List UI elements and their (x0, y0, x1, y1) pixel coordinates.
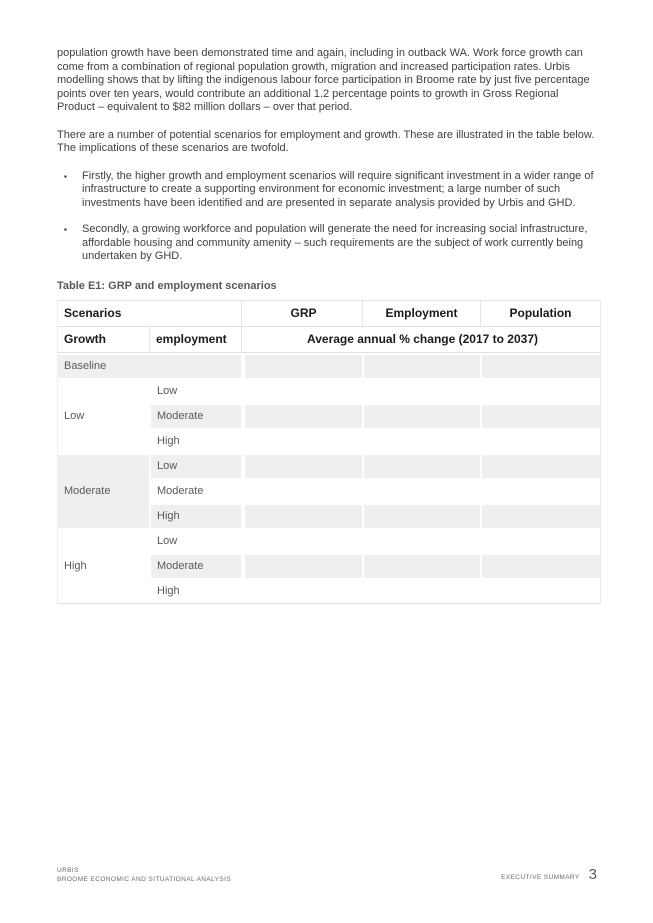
employment-value-cell (362, 378, 480, 403)
grp-value-cell (245, 553, 362, 578)
square-bullet-icon: ▪ (64, 225, 67, 234)
grp-value-cell (245, 378, 362, 403)
growth-group-cell: Low (58, 378, 149, 453)
population-value-cell (480, 503, 600, 528)
page-footer (57, 866, 597, 884)
employment-level-cell: Moderate (149, 403, 241, 428)
table-row-low-low (58, 378, 600, 403)
employment-level-cell: Low (149, 378, 241, 403)
sub-header-avg-change: Average annual % change (2017 to 2037) (245, 327, 600, 353)
col-header-employment: Employment (362, 301, 480, 327)
population-value-cell (480, 578, 600, 603)
footer-section-label: EXECUTIVE SUMMARY (501, 874, 580, 881)
grp-value-cell (245, 478, 362, 503)
table-row-baseline (58, 353, 600, 378)
footer-report-title: BROOME ECONOMIC AND SITUATIONAL ANALYSIS (57, 876, 232, 883)
population-value-cell (480, 403, 600, 428)
population-value-cell (480, 378, 600, 403)
population-value-cell (480, 453, 600, 478)
employment-level-cell: Low (149, 453, 241, 478)
grp-value-cell (245, 403, 362, 428)
employment-level-cell: High (149, 503, 241, 528)
table-caption: Table E1: GRP and employment scenarios (57, 279, 277, 292)
employment-level-cell: Low (149, 528, 241, 553)
scenarios-table (57, 300, 601, 604)
bullet-item-firstly (57, 170, 597, 211)
col-header-scenarios: Scenarios (58, 301, 241, 327)
employment-value-cell (362, 453, 480, 478)
employment-value-cell (362, 478, 480, 503)
employment-value-cell (362, 553, 480, 578)
footer-brand: URBIS (57, 867, 79, 874)
growth-group-cell: High (58, 528, 149, 603)
employment-value-cell (362, 403, 480, 428)
grp-value-cell (245, 453, 362, 478)
population-value-cell (480, 353, 600, 378)
employment-value-cell (362, 578, 480, 603)
bullet-text: Firstly, the higher growth and employment scenarios will require significant investment in a wider range of infrastructure to create a supporting environment for economic investment; a large number of such investments have been identified and are presented in separate analysis provided by Urbis and GHD. (82, 169, 594, 209)
table-header-row-2 (58, 327, 600, 353)
table-row-high-low (58, 528, 600, 553)
col-header-population: Population (480, 301, 600, 327)
footer-page-block (501, 866, 597, 883)
population-value-cell (480, 428, 600, 453)
square-bullet-icon: ▪ (64, 171, 67, 181)
paragraph-scenarios-intro: There are a number of potential scenarios for employment and growth. These are illustrated in the table below. The implications of these scenarios are twofold. (57, 128, 595, 154)
population-value-cell (480, 528, 600, 553)
grp-value-cell (245, 503, 362, 528)
bullet-item-secondly (57, 223, 597, 264)
footer-brand-block (57, 866, 231, 884)
col-header-grp: GRP (245, 301, 362, 327)
employment-level-cell: Moderate (149, 478, 241, 503)
employment-value-cell (362, 528, 480, 553)
page-content (57, 47, 597, 604)
employment-value-cell (362, 353, 480, 378)
employment-value-cell (362, 428, 480, 453)
grp-value-cell (245, 428, 362, 453)
population-value-cell (480, 478, 600, 503)
employment-level-cell: Moderate (149, 553, 241, 578)
employment-level-cell: High (149, 578, 241, 603)
growth-group-cell: Moderate (58, 453, 149, 528)
sub-header-growth: Growth (58, 327, 149, 353)
employment-level-cell: High (149, 428, 241, 453)
bullet-text: Secondly, a growing workforce and population will generate the need for increasing social infrastructure, affordable housing and community amenity – such requirements are the subject of work currently being undertaken by GHD. (82, 223, 588, 262)
bullet-list (57, 170, 597, 264)
paragraph-workforce-growth: population growth have been demonstrated time and again, including in outback WA. Work force growth can come from a combination of regional population growth, migration and increased participation rates. Urbis modelling shows that by lifting the indigenous labour force participation in Broome rate by just five percentage points over ten years, would contribute an additional 1.2 percentage points to growth in Gross Regional Product – equivalent to $82 million dollars – over that period. (57, 47, 590, 113)
grp-value-cell (245, 353, 362, 378)
grp-value-cell (245, 528, 362, 553)
baseline-label-cell: Baseline (58, 353, 241, 378)
grp-value-cell (245, 578, 362, 603)
page-number: 3 (588, 866, 597, 883)
table-header-row-1 (58, 301, 600, 327)
sub-header-employment: employment (149, 327, 241, 353)
population-value-cell (480, 553, 600, 578)
employment-value-cell (362, 503, 480, 528)
table-row-moderate-low (58, 453, 600, 478)
